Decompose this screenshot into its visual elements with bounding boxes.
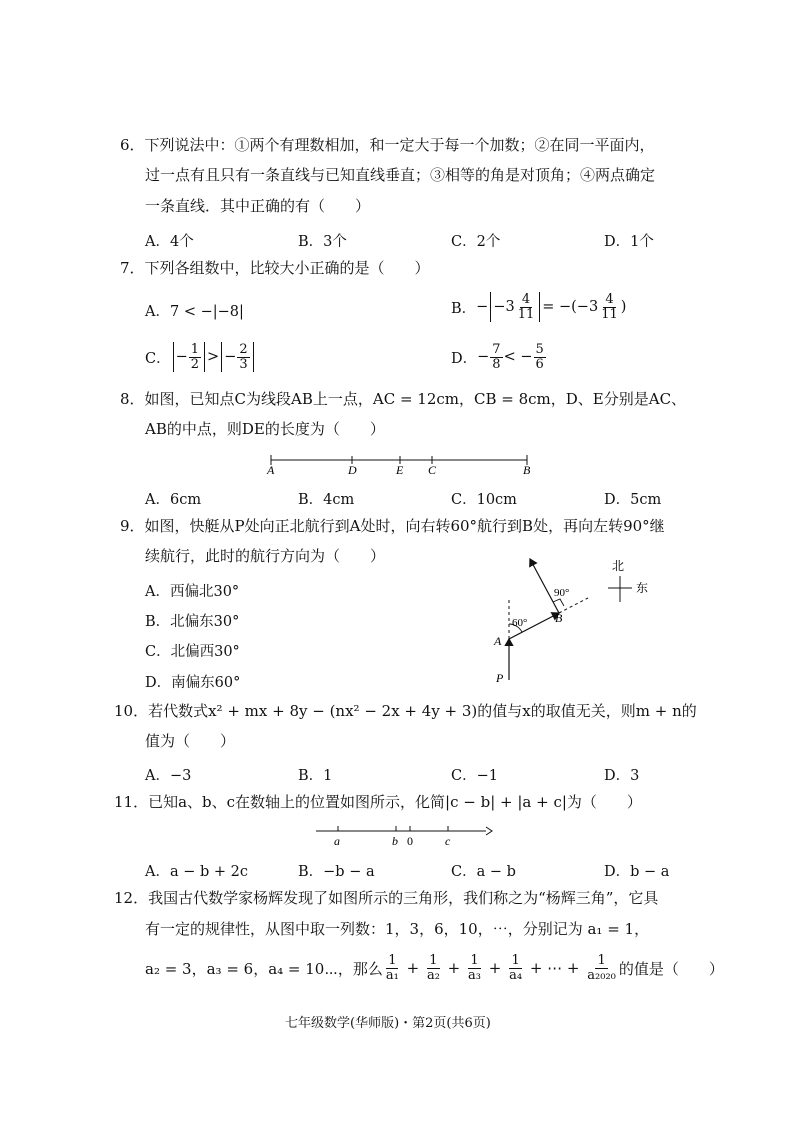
q9-line1: 9．如图，快艇从P处向正北航行到A处时，向右转60°航行到B处，再向左转90°继	[120, 517, 665, 535]
point-c-label: C	[428, 463, 437, 476]
axis-a-label: a	[334, 834, 340, 848]
q10-option-b: B．1	[298, 768, 333, 784]
q6-option-a: A．4个	[145, 234, 194, 250]
q8-line2: AB的中点，则DE的长度为（ ）	[145, 420, 385, 438]
q10-line2: 值为（ ）	[145, 732, 236, 750]
axis-zero-label: 0	[407, 834, 413, 848]
q12-line1: 12．我国古代数学家杨辉发现了如图所示的三角形，我们称之为“杨辉三角”，它具	[114, 889, 659, 907]
q10-option-a: A．−3	[145, 768, 192, 784]
q11-option-a: A．a − b + 2c	[145, 864, 248, 880]
q9-line2: 续航行，此时的航行方向为（ ）	[145, 547, 386, 565]
q11-stem: 11．已知a、b、c在数轴上的位置如图所示，化简|c − b| + |a + c|为（ ）	[114, 793, 642, 811]
q10-line1: 10．若代数式x² + mx + 8y − (nx² − 2x + 4y + 3)的值与x的取值无关，则m + n的	[114, 702, 697, 720]
q7-option-b: B． − −3 $\frac{4}{11}$ = −(−3 $\frac{4}{11}$ )	[451, 291, 627, 322]
angle-60-label: 60°	[512, 617, 528, 629]
q12-line2: 有一定的规律性，从图中取一列数：1，3，6，10，⋯，分别记为 a₁ = 1，	[145, 920, 650, 938]
q7-stem: 7．下列各组数中，比较大小正确的是（ ）	[120, 259, 430, 277]
q11-option-d: D．b − a	[604, 864, 670, 880]
q7-option-d: D． − $\frac{7}{8}$ < − $\frac{5}{6}$	[451, 341, 544, 372]
page-footer: 七年级数学(华师版)・第2页(共6页)	[285, 1016, 491, 1031]
q9-option-a: A．西偏北30°	[145, 584, 240, 600]
angle-90-label: 90°	[554, 587, 570, 599]
q11-option-c: C．a − b	[451, 864, 516, 880]
q6-option-b: B．3个	[298, 234, 347, 250]
q6-option-d: D．1个	[604, 234, 654, 250]
point-e-label: E	[396, 463, 404, 476]
q8-option-c: C．10cm	[451, 492, 517, 508]
q9-option-c: C．北偏西30°	[145, 644, 240, 660]
q10-option-d: D．3	[604, 768, 640, 784]
q7-option-c: C． − $\frac{1}{2}$ > − $\frac{2}{3}$	[145, 340, 256, 374]
q12-line3: a₂ = 3，a₃ = 6，a₄ = 10⋯，那么 $\frac{1}{\text{a₁}}$ + $\frac{1}{\text{a₂}}$ + $\frac{1}{\text{a₃}}$ + $\frac{1}{\text{a₄}}$ + ⋯ + $\frac{1}{\text{a₂₀₂₀}}$ 的值是（ ）	[145, 952, 724, 983]
q11-number-line	[314, 822, 494, 848]
q8-segment-figure	[262, 450, 542, 476]
north-label: 北	[612, 559, 625, 573]
q6-line1: 6．下列说法中：①两个有理数相加，和一定大于每一个加数；②在同一平面内，	[120, 136, 655, 154]
q8-line1: 8．如图，已知点C为线段AB上一点，AC = 12cm，CB = 8cm，D、E分别是AC、	[120, 390, 687, 408]
point-b-label: B	[523, 463, 531, 476]
point-p-label: P	[496, 671, 504, 685]
point-d-label: D	[348, 463, 357, 476]
q6-option-c: C．2个	[451, 234, 501, 250]
q6-line2: 过一点有且只有一条直线与已知直线垂直；③相等的角是对顶角；④两点确定	[145, 166, 656, 184]
point-a-label: A	[494, 634, 502, 648]
q8-option-a: A．6cm	[145, 492, 202, 508]
q11-option-b: B．−b − a	[298, 864, 375, 880]
point-a-label: A	[267, 463, 275, 476]
q6-line3: 一条直线．其中正确的有（ ）	[145, 197, 371, 215]
q9-navigation-figure	[480, 550, 680, 690]
q9-option-d: D．南偏东60°	[145, 675, 241, 691]
q8-option-b: B．4cm	[298, 492, 355, 508]
q10-option-c: C．−1	[451, 768, 498, 784]
axis-b-label: b	[392, 834, 398, 848]
point-b-label: B	[555, 611, 563, 625]
q7-option-a: A．7 < −|−8|	[145, 304, 244, 320]
east-label: 东	[636, 581, 649, 595]
q9-option-b: B．北偏东30°	[145, 614, 240, 630]
q8-option-d: D．5cm	[604, 492, 662, 508]
axis-c-label: c	[445, 834, 451, 848]
